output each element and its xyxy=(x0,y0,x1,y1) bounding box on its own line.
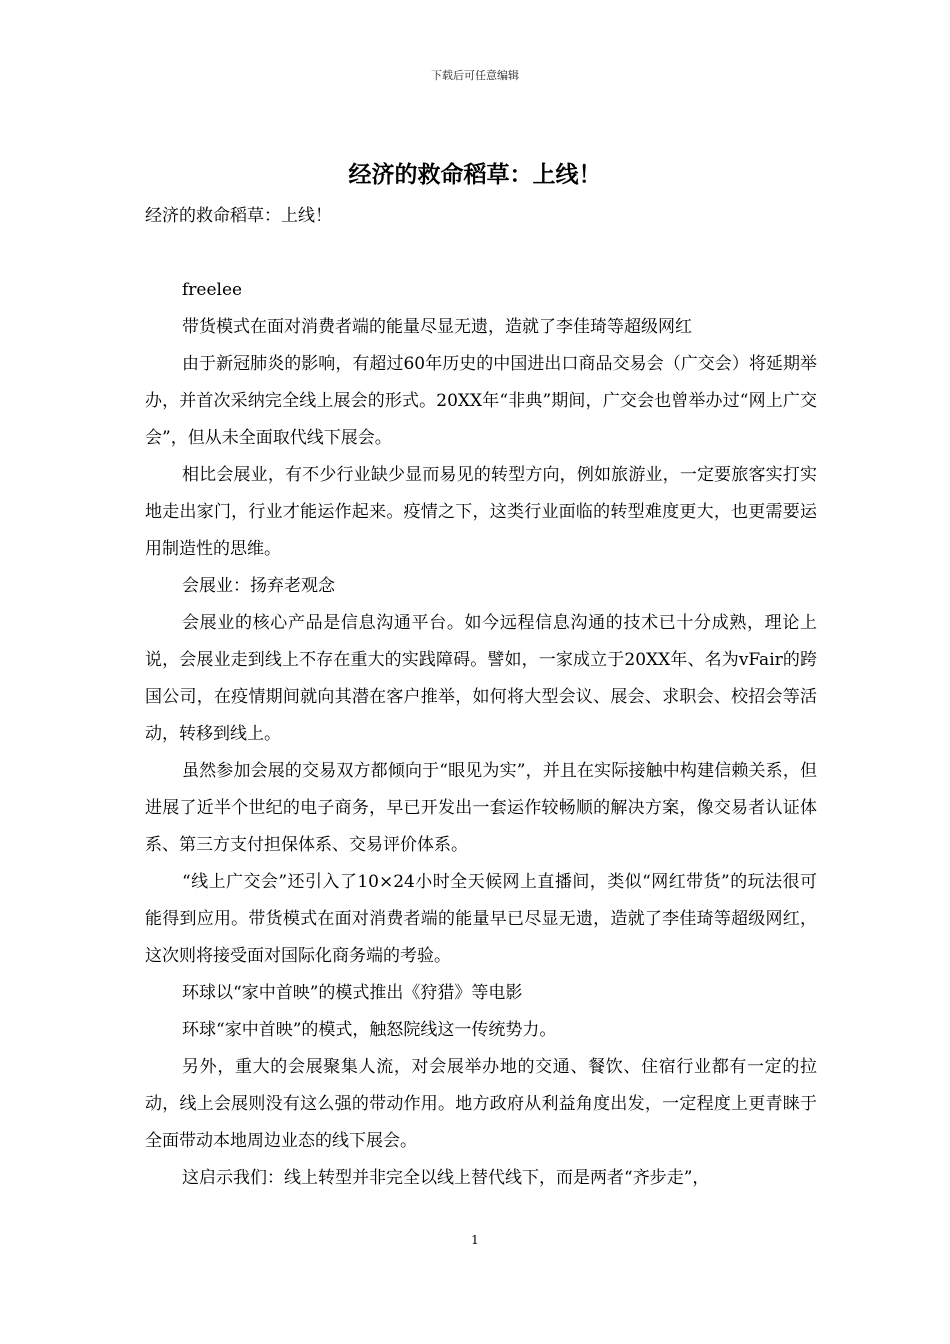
document-title: 经济的救命稻草：上线！ xyxy=(348,161,602,188)
paragraph: 会展业的核心产品是信息沟通平台。如今远程信息沟通的技术已十分成熟，理论上说，会展业走到线上不存在重大的实践障碍。譬如，一家成立于20XX年、名为vFair的跨国公司，在疫情期间就向其潜在客户推举，如何将大型会议、展会、求职会、校招会等活动，转移到线上。 xyxy=(145,613,817,744)
paragraph-subtitle: 经济的救命稻草：上线！ xyxy=(145,206,332,226)
paragraph: 这启示我们：线上转型并非完全以线上替代线下，而是两者“齐步走”， xyxy=(182,1168,710,1188)
paragraph: 相比会展业，有不少行业缺少显而易见的转型方向，例如旅游业，一定要旅客实打实地走出家门，行业才能运作起来。疫情之下，这类行业面临的转型难度更大，也更需要运用制造性的思维。 xyxy=(145,465,817,559)
paragraph: 由于新冠肺炎的影响，有超过60年历史的中国进出口商品交易会（广交会）将延期举办，并首次采纳完全线上展会的形式。20XX年“非典”期间，广交会也曾举办过“网上广交会”，但从未全面取代线下展会。 xyxy=(145,354,817,448)
blank-line xyxy=(145,235,817,272)
paragraph: “线上广交会”还引入了10×24小时全天候网上直播间，类似“网红带货”的玩法很可能得到应用。带货模式在面对消费者端的能量早已尽显无遗，造就了李佳琦等超级网红，这次则将接受面对国际化商务端的考验。 xyxy=(145,872,817,966)
paragraph: 另外，重大的会展聚集人流，对会展举办地的交通、餐饮、住宿行业都有一定的拉动，线上会展则没有这么强的带动作用。地方政府从利益角度出发，一定程度上更青睐于全面带动本地周边业态的线下展会。 xyxy=(145,1057,817,1151)
page-number: 1 xyxy=(471,1233,479,1247)
paragraph: 环球“家中首映”的模式，触怒院线这一传统势力。 xyxy=(182,1020,557,1040)
paragraph: 虽然参加会展的交易双方都倾向于“眼见为实”，并且在实际接触中构建信赖关系，但进展了近半个世纪的电子商务，早已开发出一套运作较畅顺的解决方案，像交易者认证体系、第三方支付担保体系、交易评价体系。 xyxy=(145,761,817,855)
paragraph-caption: 带货模式在面对消费者端的能量尽显无遗，造就了李佳琦等超级网红 xyxy=(182,317,692,337)
document-body xyxy=(145,198,817,1197)
header-note: 下载后可任意编辑 xyxy=(431,69,519,82)
paragraph-caption: 环球以“家中首映”的模式推出《狩猎》等电影 xyxy=(182,983,523,1003)
paragraph-author: freelee xyxy=(182,280,243,300)
section-heading: 会展业：扬弃老观念 xyxy=(182,576,335,596)
